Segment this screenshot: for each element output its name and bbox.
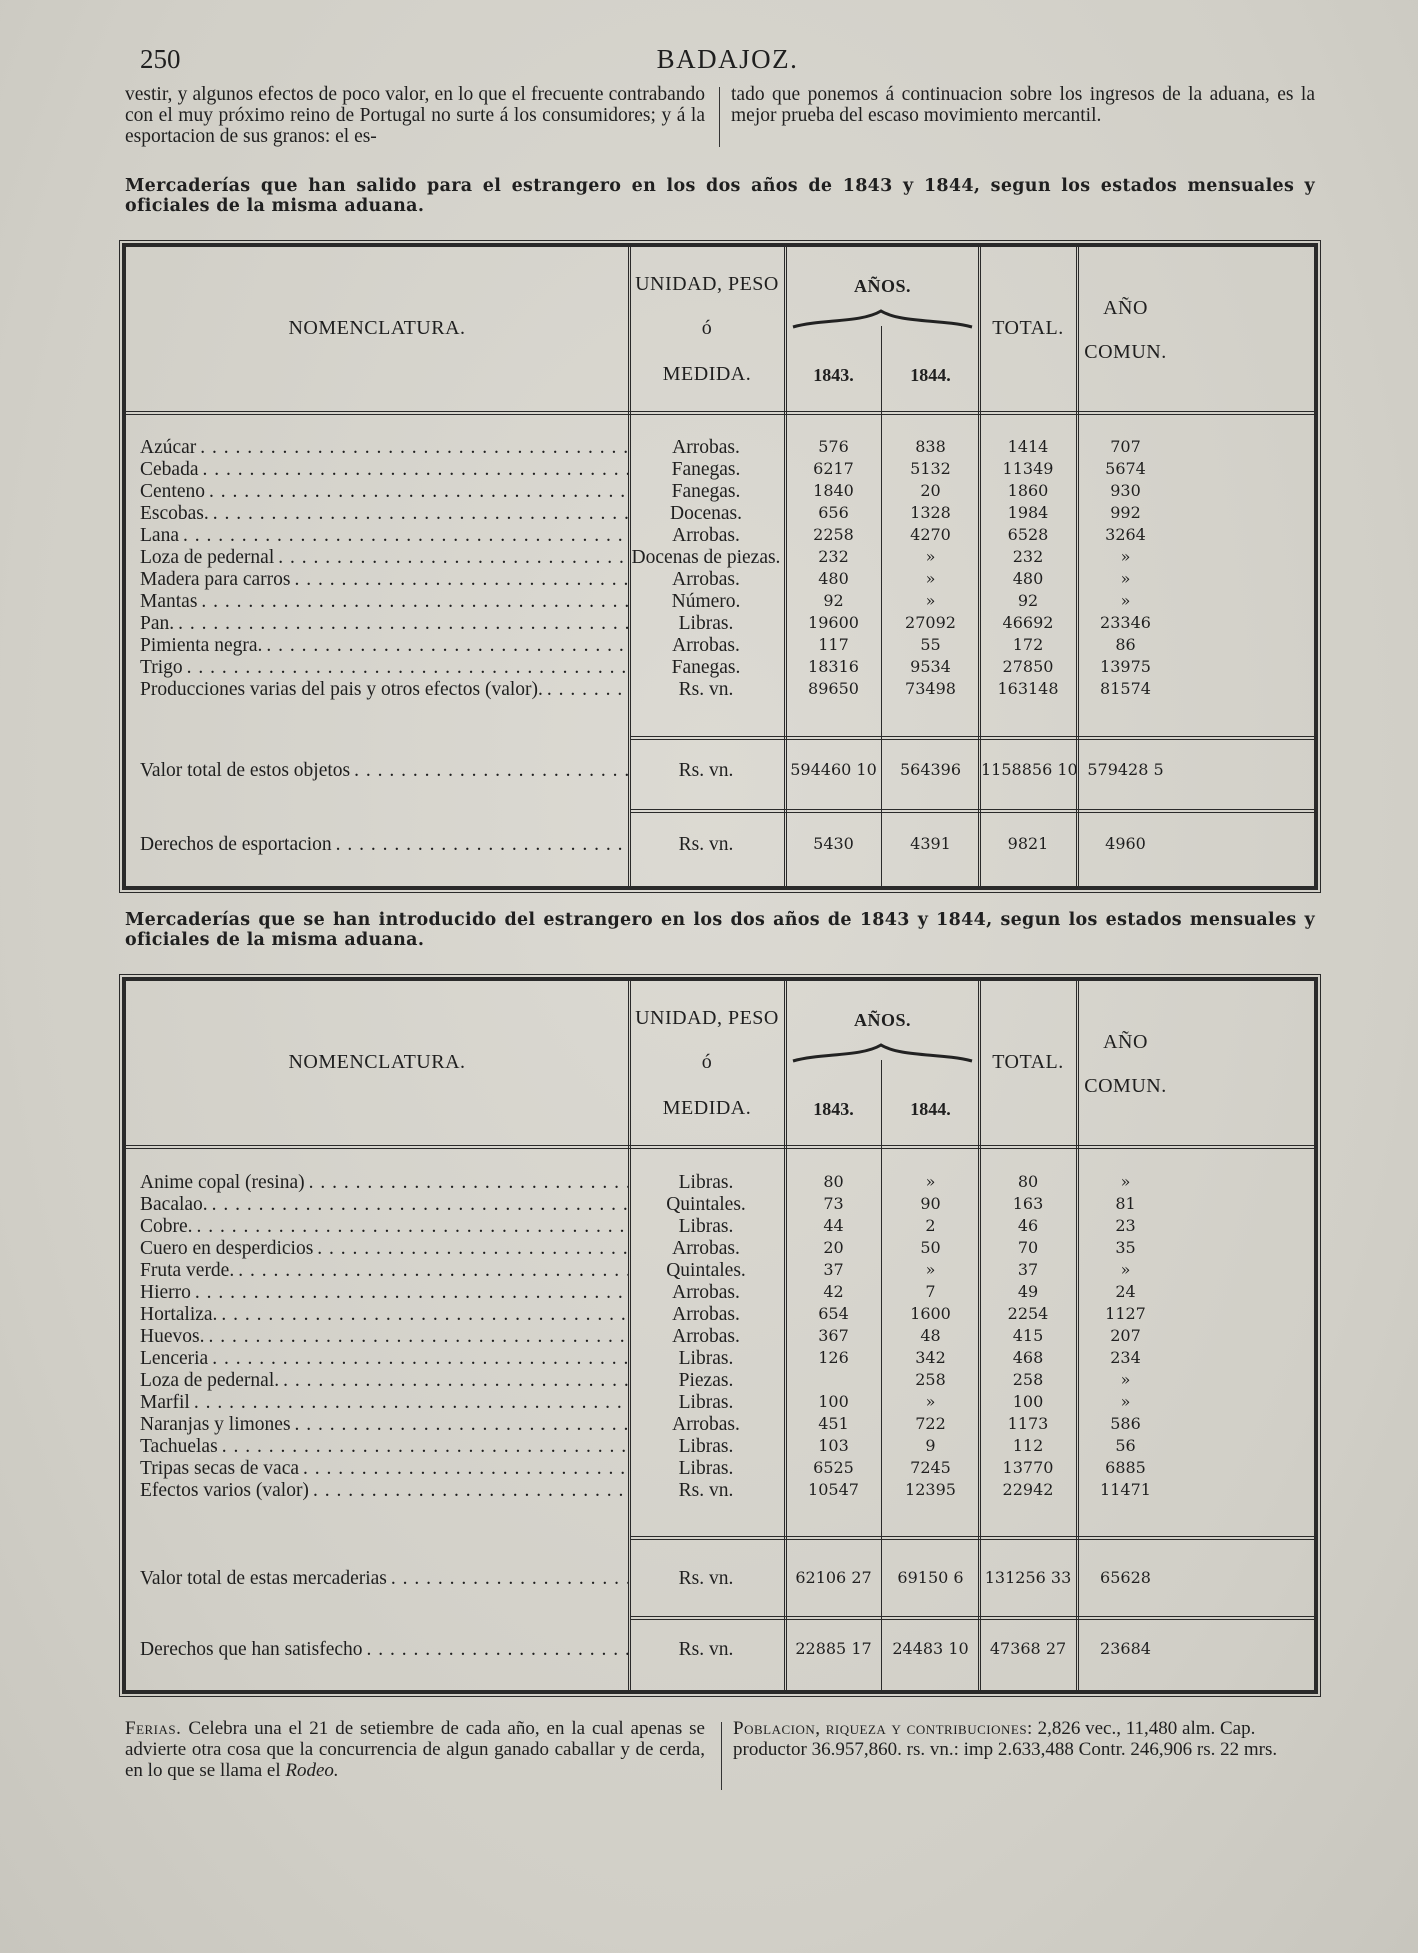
value-total: 1158856 10 [981,760,1078,779]
item-name: Tachuelas . . . [140,1436,628,1458]
value-1843: 1840 [813,481,854,500]
subtotal-rule [631,809,1314,813]
value-ano-comun: » [1120,547,1131,566]
poblacion-paragraph [733,1718,1315,1760]
value-ano-comun: 3264 [1105,525,1146,544]
value-ano-comun: 65628 [1100,1568,1151,1587]
table-row [126,1392,1314,1414]
footer-text [125,1718,1315,1794]
poblacion-text: 2,826 vec., 11,480 alm. Cap. productor 36.957,860. rs. vn.: imp 2.633,488 Contr. 246,906 rs. 22 mrs. [733,1718,1278,1760]
value-1844: 90 [920,1194,941,1213]
header-unidad-line2: ó [701,1051,713,1073]
item-name: Loza de pedernal . . . [140,547,628,569]
exports-value-total-row [126,760,1314,782]
item-unit: Libras. [678,613,734,634]
value-ano-comun: 11471 [1100,1480,1151,1499]
value-ano-comun: » [1120,1370,1131,1389]
item-unit: Rs. vn. [678,834,734,855]
value-total: 46692 [1002,613,1054,632]
header-ano-comun-line1: AÑO [1103,1031,1148,1053]
value-total: 6528 [1007,525,1049,544]
item-name: Derechos de esportacion . . . [140,834,628,856]
table-row [126,1370,1314,1392]
header-ano-comun-line2: COMUN. [1084,1075,1167,1097]
value-1844: 2 [925,1216,936,1235]
table-row [126,679,1314,701]
header-nomenclatura: NOMENCLATURA. [288,1051,466,1073]
item-name: Tripas secas de vaca . . . [140,1458,628,1480]
item-unit: Fanegas. [671,657,741,678]
value-1843: 654 [818,1304,849,1323]
value-total: 100 [1012,1392,1044,1411]
table-row [126,1238,1314,1260]
intro-right-column: tado que ponemos á continuacion sobre los ingresos de la aduana, es la mejor prueba del escaso movimiento mercantil. [731,84,1315,126]
value-1843: 100 [818,1392,849,1411]
column-divider [719,87,720,147]
value-1843: 92 [823,591,844,610]
value-total: 112 [1012,1436,1044,1455]
page-header [140,44,1315,84]
value-1843: 10547 [808,1480,859,1499]
item-name: Marfil . . . [140,1392,628,1414]
value-1843: 6525 [813,1458,854,1477]
value-ano-comun: 23684 [1100,1639,1151,1658]
value-ano-comun: » [1120,1260,1131,1279]
value-total: 47368 27 [989,1639,1067,1658]
value-1844: 48 [920,1326,941,1345]
header-year-1843: 1843. [813,1099,854,1119]
header-unidad-line3: MEDIDA. [662,1097,752,1119]
brace-ornament [791,307,974,329]
value-total: 415 [1012,1326,1044,1345]
value-1843: 126 [818,1348,849,1367]
imports-value-total-row [126,1568,1314,1590]
header-unidad-line1: UNIDAD, PESO [635,273,779,295]
item-unit: Arrobas. [672,1282,740,1303]
item-unit: Arrobas. [672,569,740,590]
intro-left-column: vestir, y algunos efectos de poco valor, en lo que el frecuente contrabando con el muy próximo reino de Portugal no surte á los consumidores; y á la esportacion de sus granos: el es- [125,84,705,147]
header-rule [126,411,1314,415]
table-row [126,437,1314,459]
item-unit: Rs. vn. [678,760,734,781]
value-total: 9821 [1007,834,1049,853]
item-name: Derechos que han satisfecho . . . [140,1639,628,1661]
item-unit: Arrobas. [672,525,740,546]
table-row [126,481,1314,503]
value-1844: 55 [920,635,941,654]
header-year-1843: 1843. [813,365,854,385]
value-ano-comun: 5674 [1105,459,1146,478]
item-unit: Libras. [678,1458,734,1479]
table-row [126,503,1314,525]
item-unit: Rs. vn. [678,679,734,700]
ferias-paragraph [125,1718,705,1781]
value-1844: 722 [915,1414,946,1433]
intro-text [125,84,1315,150]
value-total: 232 [1012,547,1044,566]
value-1843: 20 [823,1238,844,1257]
value-total: 163148 [997,679,1059,698]
value-ano-comun: 23 [1115,1216,1136,1235]
item-name: Fruta verde. . . . [140,1260,628,1282]
table-row [126,1216,1314,1238]
subtotal-rule [631,1616,1314,1620]
value-1844: 69150 6 [897,1568,964,1587]
table-row [126,591,1314,613]
header-nomenclatura: NOMENCLATURA. [288,317,466,339]
value-1844: 4391 [910,834,951,853]
value-1843: 42 [823,1282,844,1301]
value-ano-comun: 707 [1110,437,1141,456]
value-ano-comun: 24 [1115,1282,1136,1301]
value-1843: 656 [818,503,849,522]
value-1843: 103 [818,1436,849,1455]
item-name: Hortaliza. . . . [140,1304,628,1326]
exports-duty-row [126,834,1314,856]
poblacion-label: Poblacion, riqueza y contribuciones: [733,1718,1033,1739]
item-unit: Quintales. [666,1194,746,1215]
table-row [126,1194,1314,1216]
imports-duty-row [126,1639,1314,1661]
table-row [126,657,1314,679]
table-row [126,569,1314,591]
item-unit: Arrobas. [672,1326,740,1347]
item-unit: Arrobas. [672,1414,740,1435]
value-1844: 342 [915,1348,946,1367]
item-name: Cuero en desperdicios . . . [140,1238,628,1260]
table-row [126,1260,1314,1282]
value-total: 258 [1012,1370,1044,1389]
value-1843: 22885 17 [795,1639,872,1658]
item-name: Mantas . . . [140,591,628,613]
value-ano-comun: 56 [1115,1436,1136,1455]
item-unit: Libras. [678,1216,734,1237]
value-1843: 232 [818,547,849,566]
value-ano-comun: 4960 [1105,834,1146,853]
value-ano-comun: 207 [1110,1326,1141,1345]
table-row [126,525,1314,547]
value-1844: » [925,1172,936,1191]
value-ano-comun: 35 [1115,1238,1136,1257]
value-total: 27850 [1002,657,1054,676]
item-unit: Piezas. [678,1370,734,1391]
value-1844: 4270 [910,525,951,544]
value-1843: 44 [823,1216,844,1235]
column-divider [721,1722,722,1790]
value-1843: 367 [818,1326,849,1345]
item-unit: Rs. vn. [678,1568,734,1589]
value-total: 1414 [1007,437,1049,456]
item-unit: Quintales. [666,1260,746,1281]
value-1843: 117 [818,635,849,654]
value-total: 92 [1017,591,1039,610]
value-1843: 62106 27 [795,1568,872,1587]
header-unidad-line1: UNIDAD, PESO [635,1007,779,1029]
header-year-1844: 1844. [910,365,951,385]
value-1843: 451 [818,1414,849,1433]
table-row [126,1348,1314,1370]
table-row [126,1172,1314,1194]
value-1844: 50 [920,1238,941,1257]
value-ano-comun: 586 [1110,1414,1141,1433]
item-unit: Arrobas. [672,1238,740,1259]
table-row [126,1436,1314,1458]
item-unit: Libras. [678,1392,734,1413]
item-unit: Rs. vn. [678,1639,734,1660]
exports-table [122,243,1318,890]
table-row [126,1458,1314,1480]
value-1844: 564396 [899,760,962,779]
value-total: 131256 33 [984,1568,1072,1587]
item-name: Lenceria . . . [140,1348,628,1370]
value-1844: 24483 10 [892,1639,969,1658]
value-total: 46 [1017,1216,1039,1235]
item-name: Anime copal (resina) . . . [140,1172,628,1194]
item-name: Bacalao. . . . [140,1194,628,1216]
item-unit: Arrobas. [672,1304,740,1325]
item-unit: Fanegas. [671,481,741,502]
table-row [126,547,1314,569]
value-1843: 594460 10 [790,760,877,779]
value-1844: 5132 [910,459,951,478]
item-unit: Docenas de piezas. [631,547,781,568]
value-total: 22942 [1002,1480,1054,1499]
header-ano-comun-line2: COMUN. [1084,341,1167,363]
imports-caption: Mercaderías que se han introducido del estrangero en los dos años de 1843 y 1844, segun los estados mensuales y oficiales de la misma aduana. [125,910,1315,950]
item-unit: Arrobas. [672,635,740,656]
value-1844: 838 [915,437,946,456]
value-total: 37 [1017,1260,1039,1279]
value-1844: » [925,591,936,610]
value-ano-comun: 81 [1115,1194,1136,1213]
value-total: 172 [1012,635,1044,654]
item-name: Lana . . . [140,525,628,547]
value-ano-comun: 1127 [1105,1304,1146,1323]
value-ano-comun: » [1120,1392,1131,1411]
header-total: TOTAL. [992,1051,1064,1073]
item-name: Cebada . . . [140,459,628,481]
value-1843: 2258 [813,525,854,544]
value-ano-comun: 81574 [1100,679,1151,698]
imports-table [122,977,1318,1694]
item-name: Huevos. . . . [140,1326,628,1348]
value-total: 13770 [1002,1458,1054,1477]
header-unidad-line2: ó [701,317,713,339]
subtotal-rule [631,736,1314,740]
item-unit: Rs. vn. [678,1480,734,1501]
item-name: Naranjas y limones . . . [140,1414,628,1436]
value-total: 11349 [1002,459,1054,478]
value-1843: 18316 [808,657,859,676]
header-rule [126,1145,1314,1149]
page-number: 250 [140,44,181,74]
item-name: Loza de pedernal. . . . [140,1370,628,1392]
value-ano-comun: 234 [1110,1348,1141,1367]
item-name: Valor total de estos objetos . . . [140,760,628,782]
item-unit: Docenas. [669,503,742,524]
item-name: Pan. . . . [140,613,628,635]
item-unit: Fanegas. [671,459,741,480]
value-1843: 6217 [813,459,854,478]
header-total: TOTAL. [992,317,1064,339]
value-ano-comun: 930 [1110,481,1141,500]
item-unit: Arrobas. [672,437,740,458]
value-1843: 80 [823,1172,844,1191]
value-1844: 1328 [910,503,951,522]
table-row [126,1414,1314,1436]
value-total: 2254 [1007,1304,1049,1323]
value-ano-comun: 6885 [1105,1458,1146,1477]
value-1844: 7245 [910,1458,951,1477]
header-anos: AÑOS. [853,1010,911,1030]
value-total: 1173 [1007,1414,1049,1433]
item-name: Valor total de estas mercaderias . . . [140,1568,628,1590]
exports-caption: Mercaderías que han salido para el estrangero en los dos años de 1843 y 1844, segun los estados mensuales y oficiales de la misma aduana. [125,176,1315,216]
table-row [126,1480,1314,1502]
value-1844: 1600 [910,1304,951,1323]
table-row [126,635,1314,657]
ferias-place: Rodeo. [285,1760,339,1781]
item-name: Producciones varias del pais y otros efectos (valor). . . . [140,679,628,701]
header-year-1844: 1844. [910,1099,951,1119]
value-1844: » [925,1260,936,1279]
value-1843: 89650 [808,679,859,698]
item-name: Cobre. . . . [140,1216,628,1238]
table-row [126,1304,1314,1326]
item-name: Hierro . . . [140,1282,628,1304]
value-total: 1860 [1007,481,1049,500]
header-anos: AÑOS. [853,276,911,296]
value-total: 1984 [1007,503,1049,522]
value-1843: 19600 [808,613,859,632]
value-total: 163 [1012,1194,1044,1213]
value-1844: 73498 [905,679,956,698]
table-row [126,1282,1314,1304]
value-ano-comun: » [1120,591,1131,610]
value-1844: » [925,1392,936,1411]
item-name: Azúcar . . . [140,437,628,459]
item-unit: Libras. [678,1436,734,1457]
running-head: BADAJOZ. [656,44,799,74]
value-total: 70 [1017,1238,1039,1257]
value-1844: » [925,569,936,588]
item-name: Efectos varios (valor) . . . [140,1480,628,1502]
value-total: 468 [1012,1348,1044,1367]
value-1844: 20 [920,481,941,500]
item-unit: Número. [671,591,741,612]
item-name: Madera para carros . . . [140,569,628,591]
item-unit: Libras. [678,1172,734,1193]
value-total: 49 [1017,1282,1039,1301]
ferias-text: Celebra una el 21 de setiembre de cada año, en la cual apenas se advierte otra cosa que la concurrencia de algun ganado caballar y de cerda, en lo que se llama el [125,1718,705,1781]
value-1844: 27092 [905,613,956,632]
value-ano-comun: 992 [1110,503,1141,522]
header-ano-comun-line1: AÑO [1103,297,1148,319]
value-ano-comun: 86 [1115,635,1136,654]
value-1843: 37 [823,1260,844,1279]
header-unidad-line3: MEDIDA. [662,363,752,385]
value-1843: 480 [818,569,849,588]
item-name: Pimienta negra. . . . [140,635,628,657]
subtotal-rule [631,1536,1314,1540]
table-row [126,613,1314,635]
value-ano-comun: 13975 [1100,657,1151,676]
table-row [126,459,1314,481]
value-ano-comun: 579428 5 [1087,760,1164,779]
value-1843: 576 [818,437,849,456]
value-1844: 9534 [910,657,951,676]
item-unit: Libras. [678,1348,734,1369]
value-1843: 73 [823,1194,844,1213]
value-ano-comun: 23346 [1100,613,1151,632]
brace-ornament [791,1041,974,1063]
value-1844: 7 [925,1282,936,1301]
value-1844: 12395 [905,1480,956,1499]
table-row [126,1326,1314,1348]
value-total: 480 [1012,569,1044,588]
item-name: Escobas. . . . [140,503,628,525]
value-ano-comun: » [1120,569,1131,588]
value-1844: 258 [915,1370,946,1389]
item-name: Trigo . . . [140,657,628,679]
value-1844: 9 [925,1436,936,1455]
value-ano-comun: » [1120,1172,1131,1191]
item-name: Centeno . . . [140,481,628,503]
value-1843: 5430 [813,834,854,853]
ferias-label: Ferias. [125,1718,182,1739]
value-1844: » [925,547,936,566]
value-total: 80 [1017,1172,1039,1191]
